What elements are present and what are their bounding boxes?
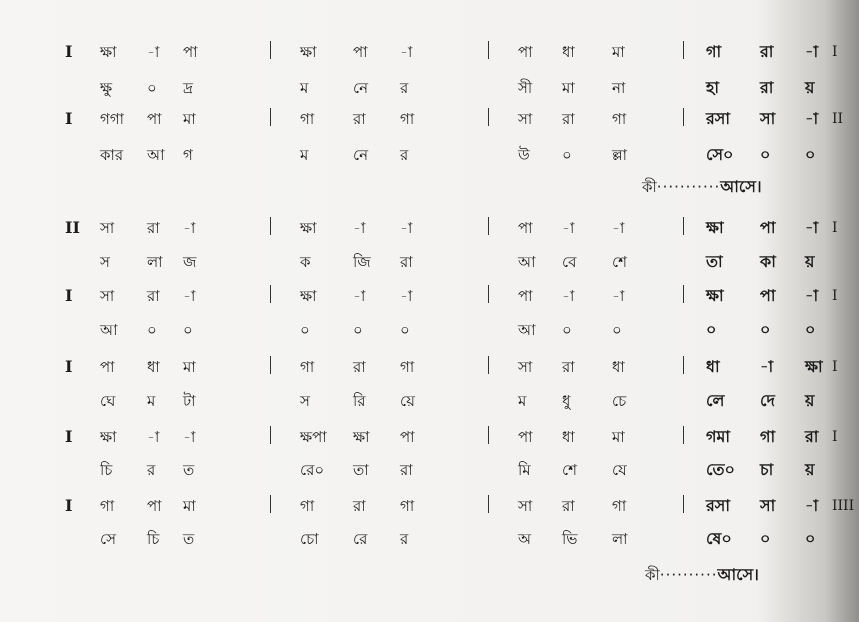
swara-note: রা	[353, 497, 366, 515]
lyric-syllable: চে	[612, 392, 627, 410]
lyric-syllable: শে	[562, 461, 577, 479]
bar-line	[683, 108, 684, 126]
swara-note: রা	[562, 358, 575, 376]
refrain-line	[642, 170, 762, 204]
swara-note: -া	[400, 287, 413, 305]
lyric-syllable: ০	[706, 320, 717, 339]
lyric-syllable: কা	[760, 252, 776, 271]
lyric-syllable: শে	[612, 253, 627, 271]
swara-note: রা	[147, 287, 160, 305]
swara-note: রসা	[706, 496, 731, 515]
end-marker: IIII	[832, 498, 855, 514]
swara-note: গা	[300, 497, 315, 515]
swara-note: গগা	[100, 110, 125, 128]
lyric-row	[0, 245, 859, 279]
lyric-syllable: ক্ষু	[100, 79, 113, 97]
swara-note: পা	[518, 287, 533, 305]
swara-note: মা	[612, 428, 625, 446]
swara-note: -া	[805, 42, 819, 61]
swara-note: ক্ষা	[706, 218, 724, 237]
lyric-syllable: ০	[400, 321, 410, 339]
lyric-syllable: ০	[805, 145, 816, 164]
bar-line	[270, 108, 271, 126]
lyric-syllable: ০	[147, 321, 157, 339]
swara-note: গা	[400, 497, 415, 515]
refrain-row	[0, 558, 859, 592]
lyric-syllable: স	[300, 392, 310, 410]
swara-note: -া	[353, 219, 366, 237]
lyric-syllable: রে	[353, 530, 368, 548]
lyric-syllable: ত	[183, 461, 195, 479]
lyric-syllable: স	[100, 253, 110, 271]
lyric-syllable: জি	[353, 253, 371, 271]
lyric-syllable: ঘে	[100, 392, 116, 410]
lyric-syllable: উ	[518, 146, 530, 164]
lyric-syllable: ম	[300, 146, 309, 164]
lyric-syllable: আ	[518, 321, 536, 339]
swara-note: ক্ষপা	[300, 428, 327, 446]
lyric-syllable: তা	[706, 252, 723, 271]
swara-note: পা	[183, 43, 198, 61]
lyric-syllable: চি	[100, 461, 113, 479]
refrain-word: আসে।	[717, 565, 759, 584]
lyric-syllable: য়	[805, 391, 815, 410]
swara-note: গা	[400, 110, 415, 128]
swara-note: -া	[400, 43, 413, 61]
swara-note: সা	[518, 110, 533, 128]
swara-note: ধা	[706, 357, 720, 376]
swara-note: সা	[100, 219, 115, 237]
bar-line	[683, 426, 684, 444]
lyric-row	[0, 522, 859, 556]
swara-note: -া	[612, 287, 625, 305]
lyric-syllable: সে	[100, 530, 116, 548]
lyric-syllable: তা	[353, 461, 369, 479]
lyric-syllable: ম	[518, 392, 527, 410]
lyric-row	[0, 384, 859, 418]
swara-note: পা	[518, 219, 533, 237]
lyric-row	[0, 71, 859, 105]
end-marker: I	[832, 429, 838, 445]
end-marker: II	[832, 111, 844, 127]
lyric-row	[0, 138, 859, 172]
lyric-syllable: র	[400, 79, 409, 97]
bar-line	[270, 495, 271, 513]
section-marker: I	[65, 42, 73, 61]
end-marker: I	[832, 359, 838, 375]
bar-line	[683, 217, 684, 235]
lyric-row	[0, 453, 859, 487]
lyric-syllable: ০	[760, 529, 771, 548]
lyric-syllable: আ	[147, 146, 165, 164]
lyric-syllable: ০	[300, 321, 310, 339]
swara-note: গমা	[706, 427, 731, 446]
swara-row	[0, 35, 859, 69]
lyric-syllable: য়ে	[400, 392, 415, 410]
lyric-syllable: ০	[805, 320, 816, 339]
bar-line	[270, 41, 271, 59]
swara-note: পা	[518, 43, 533, 61]
swara-note: পা	[760, 286, 776, 305]
swara-note: রা	[562, 110, 575, 128]
bar-line	[683, 41, 684, 59]
bar-line	[488, 285, 489, 303]
lyric-syllable: ০	[353, 321, 363, 339]
bar-line	[488, 108, 489, 126]
bar-line	[488, 41, 489, 59]
swara-note: ক্ষা	[100, 43, 117, 61]
lyric-syllable: টা	[183, 392, 196, 410]
swara-note: -া	[805, 286, 819, 305]
swara-note: ক্ষা	[805, 357, 823, 376]
bar-line	[488, 495, 489, 513]
swara-note: পা	[760, 218, 776, 237]
bar-line	[683, 285, 684, 303]
lyric-syllable: ০	[612, 321, 622, 339]
lyric-syllable: আ	[518, 253, 536, 271]
swara-note: -া	[805, 218, 819, 237]
swara-note: ক্ষা	[300, 43, 317, 61]
lyric-syllable: রা	[760, 78, 774, 97]
lyric-syllable: য়	[805, 78, 815, 97]
lyric-syllable: মা	[562, 79, 575, 97]
lyric-syllable: নে	[353, 79, 369, 97]
lyric-syllable: ভি	[562, 530, 578, 548]
lyric-syllable: তে০	[706, 460, 735, 479]
swara-note: পা	[100, 358, 115, 376]
lyric-syllable: ০	[760, 320, 771, 339]
lyric-syllable: চা	[760, 460, 774, 479]
lyric-syllable: দে	[760, 391, 775, 410]
swara-note: রা	[147, 219, 160, 237]
swara-note: পা	[400, 428, 415, 446]
lyric-syllable: রা	[400, 253, 413, 271]
end-marker: I	[832, 288, 838, 304]
section-marker: I	[65, 286, 73, 305]
lyric-syllable: ০	[805, 529, 816, 548]
swara-note: মা	[183, 497, 196, 515]
bar-line	[270, 217, 271, 235]
swara-note: পা	[353, 43, 368, 61]
refrain-dots: ···········	[656, 178, 721, 196]
swara-note: -া	[562, 287, 575, 305]
swara-note: গা	[400, 358, 415, 376]
lyric-syllable: হা	[706, 78, 720, 97]
swara-note: ক্ষা	[300, 287, 317, 305]
lyric-syllable: য়	[805, 460, 815, 479]
lyric-syllable: ০	[147, 79, 157, 97]
swara-note: পা	[518, 428, 533, 446]
refrain-line	[645, 558, 759, 592]
swara-note: পা	[147, 497, 162, 515]
swara-note: সা	[100, 287, 115, 305]
swara-note: মা	[183, 358, 196, 376]
bar-line	[683, 356, 684, 374]
swara-note: রা	[353, 110, 366, 128]
section-marker: I	[65, 427, 73, 446]
swara-note: সা	[518, 358, 533, 376]
swara-note: ক্ষা	[100, 428, 117, 446]
lyric-syllable: লা	[612, 530, 628, 548]
lyric-syllable: র	[147, 461, 156, 479]
lyric-syllable: ম	[147, 392, 156, 410]
section-marker: I	[65, 357, 73, 376]
lyric-syllable: ধু	[562, 392, 571, 410]
lyric-syllable: মি	[518, 461, 531, 479]
bar-line	[488, 356, 489, 374]
lyric-syllable: য়	[805, 252, 815, 271]
lyric-syllable: নে	[353, 146, 369, 164]
refrain-word: কী	[642, 178, 657, 196]
lyric-syllable: ম	[300, 79, 309, 97]
lyric-row	[0, 313, 859, 347]
section-marker: I	[65, 109, 73, 128]
swara-note: -া	[805, 109, 819, 128]
swara-note: -া	[147, 428, 160, 446]
swara-note: ধা	[562, 428, 575, 446]
swara-note: ক্ষা	[353, 428, 370, 446]
swara-note: মা	[183, 110, 196, 128]
swara-note: -া	[183, 219, 196, 237]
bar-line	[270, 285, 271, 303]
lyric-syllable: র	[400, 146, 409, 164]
lyric-syllable: ০	[760, 145, 771, 164]
lyric-syllable: ষে০	[706, 529, 732, 548]
lyric-syllable: ০	[183, 321, 193, 339]
lyric-syllable: জ	[183, 253, 197, 271]
swara-note: রা	[805, 427, 819, 446]
end-marker: I	[832, 44, 838, 60]
swara-row	[0, 420, 859, 454]
swara-note: -া	[183, 428, 196, 446]
swara-note: -া	[147, 43, 160, 61]
swara-note: -া	[183, 287, 196, 305]
swara-note: মা	[612, 43, 625, 61]
swara-note: সা	[518, 497, 533, 515]
section-marker: I	[65, 496, 73, 515]
swara-note: ধা	[562, 43, 575, 61]
swara-note: গা	[300, 110, 315, 128]
lyric-syllable: না	[612, 79, 626, 97]
swara-note: রা	[562, 497, 575, 515]
lyric-syllable: রা	[400, 461, 413, 479]
lyric-syllable: চি	[147, 530, 160, 548]
end-marker: I	[832, 220, 838, 236]
swara-note: গা	[300, 358, 315, 376]
refrain-dots: ··········	[659, 566, 718, 584]
swara-note: সা	[760, 109, 776, 128]
swara-note: গা	[760, 427, 776, 446]
swara-note: গা	[100, 497, 115, 515]
swara-row	[0, 102, 859, 136]
refrain-word: আসে।	[720, 177, 762, 196]
swara-note: রা	[760, 42, 774, 61]
lyric-syllable: লা	[147, 253, 163, 271]
lyric-syllable: ল্লা	[612, 146, 628, 164]
lyric-syllable: র	[400, 530, 409, 548]
swara-note: সা	[760, 496, 776, 515]
lyric-syllable: যে	[612, 461, 627, 479]
lyric-syllable: অ	[518, 530, 531, 548]
bar-line	[683, 495, 684, 513]
swara-note: -া	[562, 219, 575, 237]
swara-note: -া	[760, 357, 774, 376]
swara-note: -া	[400, 219, 413, 237]
swara-note: -া	[353, 287, 366, 305]
lyric-syllable: লে	[706, 391, 725, 410]
lyric-syllable: ০	[562, 146, 572, 164]
lyric-syllable: সী	[518, 79, 533, 97]
swara-row	[0, 279, 859, 313]
lyric-syllable: ক	[300, 253, 311, 271]
lyric-syllable: কার	[100, 146, 124, 164]
lyric-syllable: রে০	[300, 461, 325, 479]
refrain-row	[0, 170, 859, 204]
lyric-syllable: গ	[183, 146, 193, 164]
section-marker: II	[65, 218, 80, 237]
swara-note: -া	[805, 496, 819, 515]
bar-line	[488, 426, 489, 444]
swara-note: রসা	[706, 109, 731, 128]
lyric-syllable: দ্র	[183, 79, 193, 97]
lyric-syllable: বে	[562, 253, 577, 271]
bar-line	[270, 356, 271, 374]
swara-row	[0, 350, 859, 384]
lyric-syllable: চো	[300, 530, 319, 548]
swara-note: ক্ষা	[706, 286, 724, 305]
swara-note: গা	[612, 497, 627, 515]
swara-note: পা	[147, 110, 162, 128]
swara-note: -া	[612, 219, 625, 237]
swara-note: গা	[706, 42, 722, 61]
swara-note: ক্ষা	[300, 219, 317, 237]
bar-line	[270, 426, 271, 444]
swara-row	[0, 489, 859, 523]
swara-note: রা	[353, 358, 366, 376]
bar-line	[488, 217, 489, 235]
swara-row	[0, 211, 859, 245]
swara-note: ধা	[147, 358, 160, 376]
lyric-syllable: ০	[562, 321, 572, 339]
lyric-syllable: ত	[183, 530, 195, 548]
lyric-syllable: রি	[353, 392, 366, 410]
refrain-word: কী	[645, 566, 660, 584]
lyric-syllable: আ	[100, 321, 118, 339]
lyric-syllable: সে০	[706, 145, 734, 164]
swara-note: ধা	[612, 358, 625, 376]
swara-note: গা	[612, 110, 627, 128]
